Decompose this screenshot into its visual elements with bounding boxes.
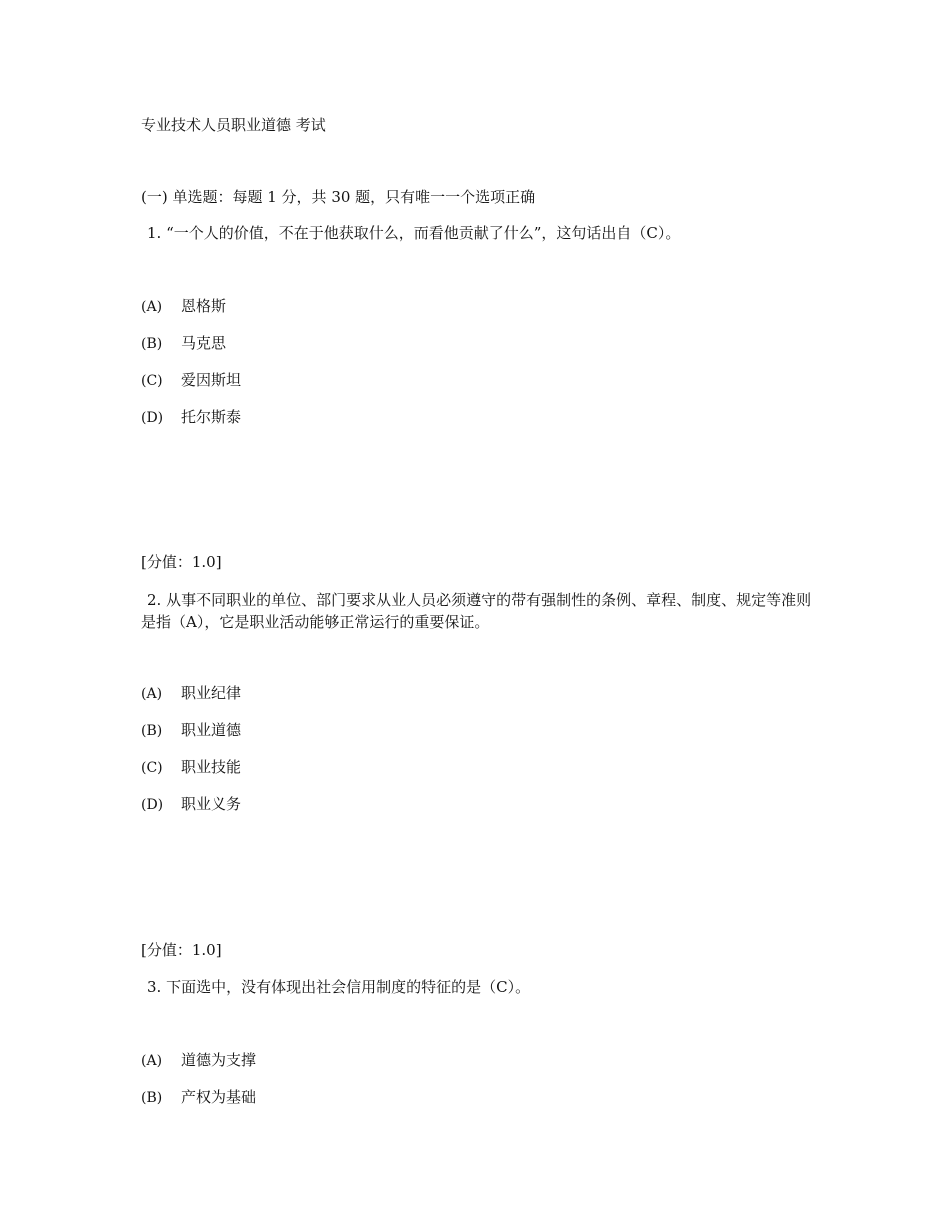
option-3a — [141, 1049, 256, 1072]
section-header: (一) 单选题：每题 1 分，共 30 题，只有唯一一个选项正确 — [141, 188, 536, 206]
question-1 — [141, 222, 821, 244]
option-letter: (A) — [141, 1053, 163, 1069]
question-3 — [141, 976, 821, 998]
question-number: 2. — [147, 591, 162, 609]
option-text: 托尔斯泰 — [181, 408, 242, 426]
option-text: 道德为支撑 — [181, 1051, 257, 1069]
question-number: 3. — [147, 978, 162, 996]
option-letter: (C) — [141, 373, 163, 389]
option-1c — [141, 369, 241, 392]
option-text: 产权为基础 — [181, 1088, 257, 1106]
question-text: “一个人的价值，不在于他获取什么，而看他贡献了什么”，这句话出自（C）。 — [166, 224, 681, 242]
option-letter: (B) — [141, 1090, 163, 1106]
option-2a — [141, 682, 241, 705]
option-letter: (B) — [141, 723, 163, 739]
option-3b — [141, 1086, 256, 1109]
option-text: 马克思 — [181, 334, 227, 352]
option-letter: (B) — [141, 336, 163, 352]
option-letter: (A) — [141, 299, 163, 315]
option-2b — [141, 719, 241, 742]
question-2 — [141, 589, 821, 633]
score-2: [分值：1.0] — [141, 941, 222, 959]
score-1: [分值：1.0] — [141, 553, 222, 571]
question-text: 下面选中，没有体现出社会信用制度的特征的是（C）。 — [166, 978, 531, 996]
option-letter: (C) — [141, 760, 163, 776]
option-1d — [141, 406, 241, 429]
option-letter: (A) — [141, 686, 163, 702]
option-text: 职业道德 — [181, 721, 242, 739]
option-1a — [141, 295, 226, 318]
document-title: 专业技术人员职业道德 考试 — [141, 116, 326, 134]
option-text: 职业技能 — [181, 758, 242, 776]
option-letter: (D) — [141, 410, 164, 426]
option-2d — [141, 793, 241, 816]
option-text: 职业义务 — [181, 795, 242, 813]
option-text: 恩格斯 — [181, 297, 227, 315]
option-1b — [141, 332, 226, 355]
option-letter: (D) — [141, 797, 164, 813]
option-text: 爱因斯坦 — [181, 371, 242, 389]
question-text: 从事不同职业的单位、部门要求从业人员必须遵守的带有强制性的条例、章程、制度、规定等准则是指（A），它是职业活动能够正常运行的重要保证。 — [141, 591, 812, 631]
option-2c — [141, 756, 241, 779]
option-text: 职业纪律 — [181, 684, 242, 702]
question-number: 1. — [147, 224, 162, 242]
